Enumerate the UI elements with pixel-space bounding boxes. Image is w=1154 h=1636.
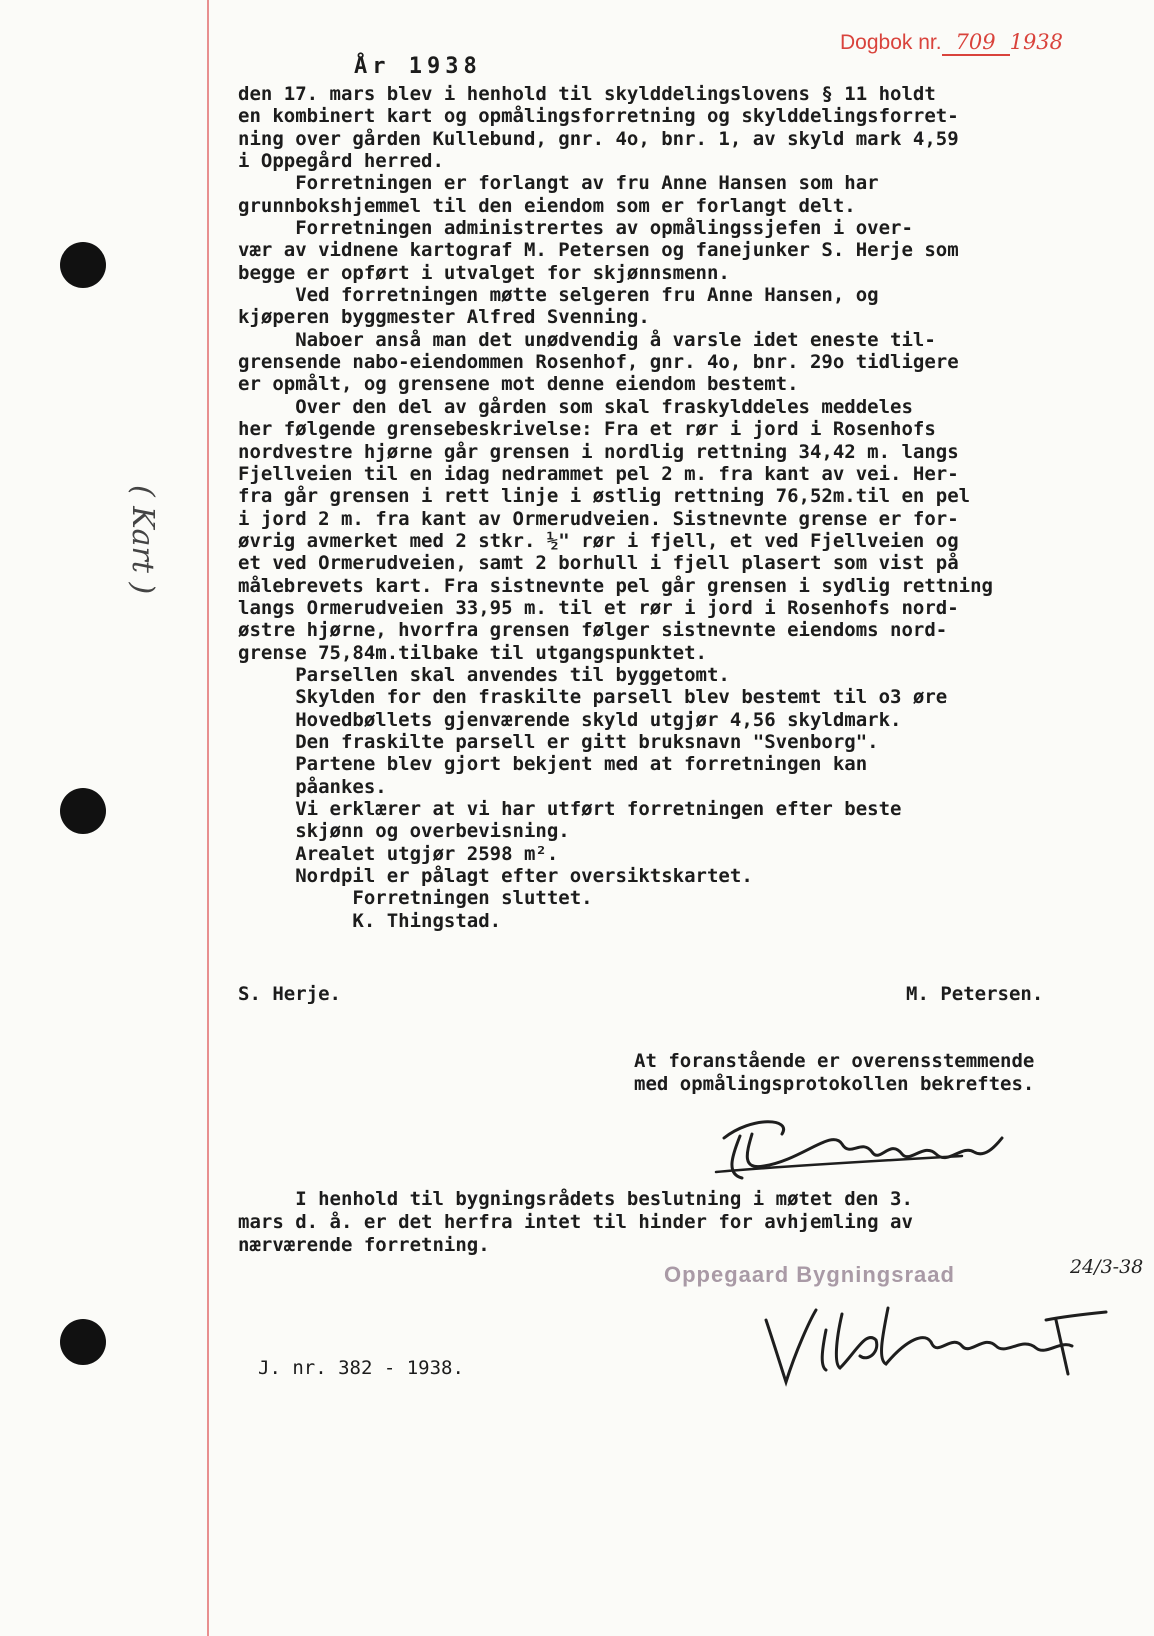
- body-line: skjønn og overbevisning.: [238, 820, 570, 843]
- body-line: Nordpil er pålagt efter oversiktskartet.: [238, 865, 753, 888]
- body-line: i jord 2 m. fra kant av Ormerudveien. Sistnevnte grense er for-: [238, 507, 959, 530]
- body-line: målebrevets kart. Fra sistnevnte pel går grensen i sydlig rettning: [238, 574, 993, 597]
- body-line: grunnbokshjemmel til den eiendom som er forlangt delt.: [238, 194, 856, 217]
- punch-hole-middle: [60, 788, 106, 834]
- bygningsraad-stamp: Oppegaard Bygningsraad: [664, 1262, 955, 1287]
- decision-line: I henhold til bygningsrådets beslutning i møtet den 3.: [238, 1188, 913, 1210]
- body-line: begge er opført i utvalget for skjønnsmenn.: [238, 261, 730, 284]
- margin-rule: [207, 0, 209, 1636]
- decision-text: [238, 1188, 913, 1257]
- body-line: er opmålt, og grensene mot denne eiendom bestemt.: [238, 373, 799, 396]
- signature-left: S. Herje.: [238, 983, 341, 1005]
- decision-line: nærværende forretning.: [238, 1234, 490, 1256]
- certification-line: med opmålingsprotokollen bekreftes.: [634, 1073, 1035, 1095]
- body-line: Over den del av gården som skal fraskylddeles meddeles: [238, 395, 913, 418]
- body-line: Vi erklærer at vi har utført forretningen efter beste: [238, 798, 902, 820]
- document-heading: År 1938: [354, 54, 482, 79]
- journal-number: J. nr. 382 - 1938.: [258, 1357, 464, 1379]
- decision-line: mars d. å. er det herfra intet til hinder for avhjemling av: [238, 1211, 913, 1233]
- body-line: påankes.: [238, 775, 387, 798]
- certification-line: At foranstående er overensstemmende: [634, 1050, 1035, 1072]
- body-line: Parsellen skal anvendes til byggetomt.: [238, 663, 730, 686]
- dogbok-number: 709: [942, 30, 1010, 56]
- body-line: grense 75,84m.tilbake til utgangspunktet.: [238, 641, 707, 664]
- body-line: Ved forretningen møtte selgeren fru Anne Hansen, og: [238, 284, 879, 307]
- punch-hole-bottom: [60, 1319, 106, 1365]
- body-line: den 17. mars blev i henhold til skylddelingslovens § 11 holdt: [238, 83, 936, 105]
- body-line: her følgende grensebeskrivelse: Fra et rør i jord i Rosenhofs: [238, 418, 936, 441]
- signature-right: M. Petersen.: [906, 983, 1044, 1005]
- body-line: ning over gården Kullebund, gnr. 4o, bnr. 1, av skyld mark 4,59: [238, 127, 959, 150]
- document-body: [238, 83, 1138, 932]
- body-line: kjøperen byggmester Alfred Svenning.: [238, 306, 650, 329]
- body-line: Forretningen er forlangt av fru Anne Hansen som har: [238, 172, 879, 195]
- body-line: i Oppegård herred.: [238, 150, 444, 173]
- body-line: Forretningen sluttet.: [238, 887, 593, 910]
- body-line: Partene blev gjort bekjent med at forretningen kan: [238, 753, 868, 776]
- dogbok-stamp: [840, 30, 1063, 56]
- dogbok-year: 1938: [1009, 30, 1064, 54]
- dogbok-label: Dogbok nr.: [840, 31, 942, 54]
- stamp-date: 24/3-38: [1070, 1256, 1144, 1278]
- body-line: Arealet utgjør 2598 m².: [238, 842, 559, 865]
- body-line: Fjellveien til en idag nedrammet pel 2 m. fra kant av vei. Her-: [238, 462, 959, 485]
- body-line: vær av vidnene kartograf M. Petersen og fanejunker S. Herje som: [238, 239, 959, 262]
- handwritten-signature-bygningsraad: [756, 1290, 1116, 1390]
- body-line: Skylden for den fraskilte parsell blev bestemt til o3 øre: [238, 686, 948, 709]
- body-line: østre hjørne, hvorfra grensen følger sistnevnte eiendoms nord-: [238, 619, 948, 642]
- handwritten-signature-thingstad: [712, 1108, 1012, 1186]
- punch-hole-top: [60, 242, 106, 288]
- body-line: nordvestre hjørne går grensen i nordlig rettning 34,42 m. langs: [238, 440, 959, 463]
- margin-note-kart: ( Kart ): [125, 485, 160, 595]
- body-line: fra går grensen i rett linje i østlig rettning 76,52m.til en pel: [238, 485, 971, 508]
- body-line: K. Thingstad.: [238, 909, 502, 932]
- body-line: Naboer anså man det unødvendig å varsle idet eneste til-: [238, 328, 936, 351]
- body-line: Hovedbøllets gjenværende skyld utgjør 4,56 skyldmark.: [238, 708, 902, 731]
- body-line: Forretningen administrertes av opmålingssjefen i over-: [238, 217, 913, 240]
- body-line: et ved Ormerudveien, samt 2 borhull i fjell plasert som vist på: [238, 552, 959, 575]
- body-line: Den fraskilte parsell er gitt bruksnavn "Svenborg".: [238, 730, 879, 753]
- body-line: langs Ormerudveien 33,95 m. til et rør i jord i Rosenhofs nord-: [238, 596, 959, 619]
- body-line: en kombinert kart og opmålingsforretning og skylddelingsforret-: [238, 105, 959, 128]
- certification-text: [634, 1050, 1034, 1096]
- body-line: øvrig avmerket med 2 stkr. ½" rør i fjell, et ved Fjellveien og: [238, 529, 959, 552]
- body-line: grensende nabo-eiendommen Rosenhof, gnr. 4o, bnr. 29o tidligere: [238, 351, 959, 374]
